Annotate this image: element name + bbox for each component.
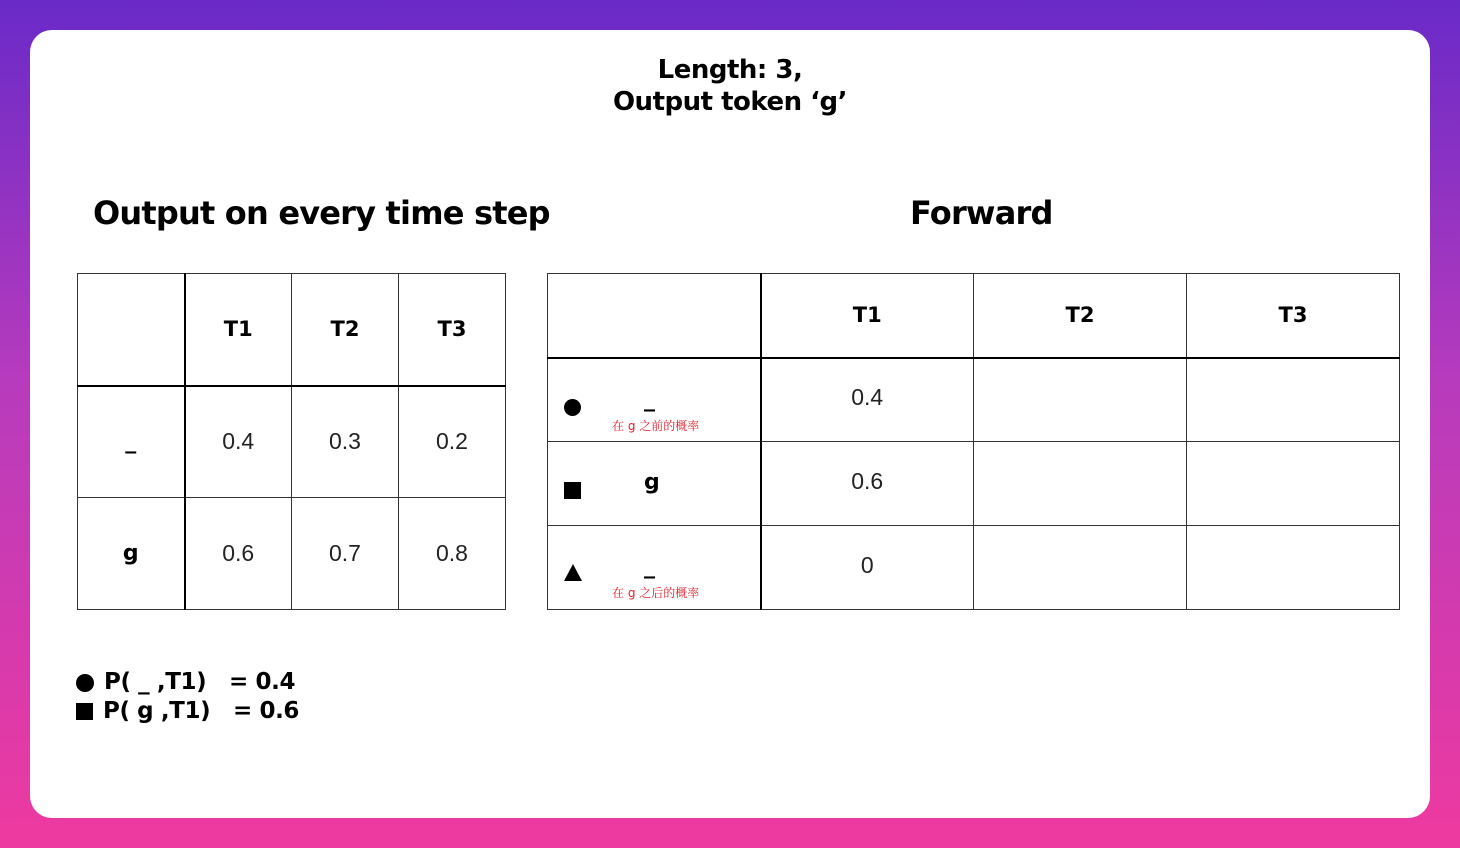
state-token: g [644, 470, 660, 495]
header-cell: T2 [292, 274, 399, 386]
state-note: 在 g 之前的概率 [612, 418, 700, 433]
table-row [548, 358, 1400, 442]
state-cell [548, 358, 761, 442]
header-cell: T1 [761, 274, 974, 358]
value-cell: 0.4 [761, 358, 974, 442]
header-cell: T3 [399, 274, 506, 386]
legend-text: P( _ ,T1) = 0.4 [104, 669, 296, 695]
header-cell: T3 [1187, 274, 1400, 358]
value-cell [1187, 526, 1400, 610]
table-row [548, 442, 1400, 526]
table-row [78, 498, 506, 610]
title-line-2: Output token ‘g’ [612, 87, 848, 117]
header-cell: T2 [974, 274, 1187, 358]
value-cell: 0 [761, 526, 974, 610]
forward-heading: Forward [910, 194, 1053, 232]
value-cell: 0.4 [185, 386, 292, 498]
state-note: 在 g 之后的概率 [612, 586, 700, 600]
output-heading: Output on every time step [93, 194, 550, 232]
value-cell: 0.2 [399, 386, 506, 498]
table-row [78, 386, 506, 498]
forward-table [547, 273, 1400, 610]
slide-card [30, 30, 1430, 818]
value-cell: 0.3 [292, 386, 399, 498]
table-header-row [548, 274, 1400, 358]
legend-item [76, 668, 299, 697]
value-cell [974, 526, 1187, 610]
state-cell [548, 526, 761, 610]
state-token: _ [644, 386, 655, 412]
square-icon [564, 482, 581, 499]
state-token: _ [644, 554, 655, 579]
legend-item [76, 697, 299, 726]
title-line-1: Length: 3, [657, 55, 803, 85]
row-label: g [78, 498, 185, 610]
header-cell [78, 274, 185, 386]
probability-legend [76, 668, 299, 726]
triangle-icon [564, 564, 582, 581]
circle-icon [564, 399, 581, 416]
legend-text: P( g ,T1) = 0.6 [103, 698, 300, 724]
slide-title [30, 54, 1430, 118]
state-cell [548, 442, 761, 526]
header-cell [548, 274, 761, 358]
header-cell: T1 [185, 274, 292, 386]
value-cell [1187, 442, 1400, 526]
table-row [548, 526, 1400, 610]
square-icon [76, 703, 93, 720]
value-cell [974, 358, 1187, 442]
circle-icon [76, 674, 94, 692]
value-cell: 0.6 [185, 498, 292, 610]
value-cell: 0.6 [761, 442, 974, 526]
value-cell: 0.7 [292, 498, 399, 610]
row-label: _ [78, 386, 185, 498]
value-cell [974, 442, 1187, 526]
output-table [77, 273, 506, 610]
value-cell [1187, 358, 1400, 442]
table-header-row [78, 274, 506, 386]
value-cell: 0.8 [399, 498, 506, 610]
